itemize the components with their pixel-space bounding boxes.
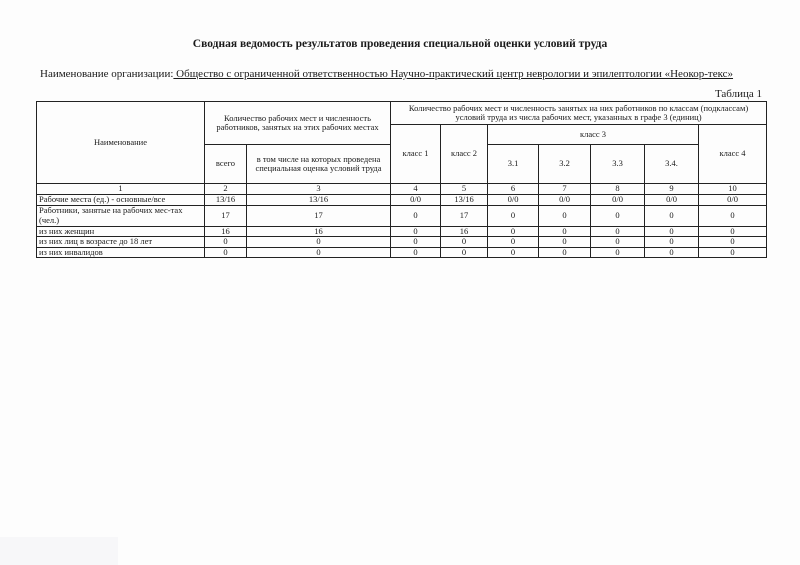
table-cell: 0: [699, 205, 767, 226]
scan-smudge: [0, 537, 118, 565]
column-number: 5: [441, 184, 488, 195]
table-cell: 13/16: [205, 194, 247, 205]
table-cell: 0: [205, 237, 247, 248]
column-number: 8: [591, 184, 645, 195]
column-number: 2: [205, 184, 247, 195]
table-cell: 0: [488, 247, 539, 258]
row-label: Работники, занятые на рабочих мес-тах (чел.): [37, 205, 205, 226]
table-cell: 0/0: [539, 194, 591, 205]
table-cell: 0: [539, 247, 591, 258]
table-cell: 0: [488, 237, 539, 248]
header-class3: класс 3: [488, 125, 699, 145]
table-cell: 0: [247, 247, 391, 258]
organization-name: Общество с ограниченной ответственностью Научно-практический центр неврологии и эпилептологии «Неокор-текс»: [173, 68, 734, 80]
table-cell: 0: [391, 247, 441, 258]
organization-line: [40, 68, 760, 81]
header-class3-3: 3.3: [591, 145, 645, 184]
table-cell: 0: [441, 247, 488, 258]
table-cell: 0: [391, 237, 441, 248]
table-cell: 0/0: [699, 194, 767, 205]
table-cell: 0: [645, 237, 699, 248]
table-cell: 0: [591, 226, 645, 237]
table-cell: 0: [488, 205, 539, 226]
table-cell: 0: [391, 226, 441, 237]
column-number: 9: [645, 184, 699, 195]
table-cell: 16: [441, 226, 488, 237]
table-row: [37, 247, 767, 258]
table-cell: 0: [699, 237, 767, 248]
table-cell: 0: [591, 205, 645, 226]
header-classes-group: Количество рабочих мест и численность занятых на них работников по классам (подклассам) условий труда из числа рабочих мест, указанных в графе 3 (единиц): [391, 102, 767, 125]
table-cell: 0: [539, 205, 591, 226]
column-number: 10: [699, 184, 767, 195]
column-number: 1: [37, 184, 205, 195]
header-class3-2: 3.2: [539, 145, 591, 184]
table-cell: 0/0: [488, 194, 539, 205]
table-cell: 0: [247, 237, 391, 248]
table-cell: 0/0: [391, 194, 441, 205]
table-row: [37, 205, 767, 226]
table-cell: 0: [645, 226, 699, 237]
table-cell: 16: [247, 226, 391, 237]
column-numbers-row: [37, 184, 767, 195]
table-cell: 0: [699, 226, 767, 237]
header-name: Наименование: [37, 102, 205, 184]
table-cell: 13/16: [441, 194, 488, 205]
header-class1: класс 1: [391, 125, 441, 184]
row-label: из них женщин: [37, 226, 205, 237]
header-class4: класс 4: [699, 125, 767, 184]
table-cell: 0: [539, 237, 591, 248]
column-number: 6: [488, 184, 539, 195]
table-cell: 0: [645, 205, 699, 226]
table-cell: 0/0: [591, 194, 645, 205]
table-cell: 0: [441, 237, 488, 248]
table-cell: 17: [205, 205, 247, 226]
header-class2: класс 2: [441, 125, 488, 184]
table-cell: 0: [645, 247, 699, 258]
table-row: [37, 226, 767, 237]
document-title: Сводная ведомость результатов проведения специальной оценки условий труда: [192, 38, 608, 50]
table-cell: 0: [591, 237, 645, 248]
table-cell: 0: [539, 226, 591, 237]
row-label: из них лиц в возрасте до 18 лет: [37, 237, 205, 248]
column-number: 7: [539, 184, 591, 195]
table-cell: 0: [591, 247, 645, 258]
table-cell: 0: [205, 247, 247, 258]
table-row: [37, 194, 767, 205]
row-label: Рабочие места (ед.) - основные/все: [37, 194, 205, 205]
table-cell: 0: [488, 226, 539, 237]
results-table: [36, 101, 767, 258]
header-class3-4: 3.4.: [645, 145, 699, 184]
table-cell: 17: [247, 205, 391, 226]
table-row: [37, 237, 767, 248]
header-assessed: в том числе на которых проведена специальная оценка условий труда: [247, 145, 391, 184]
header-workplaces-group: Количество рабочих мест и численность работников, занятых на этих рабочих местах: [205, 102, 391, 145]
table-cell: 0: [699, 247, 767, 258]
table-cell: 16: [205, 226, 247, 237]
organization-label: Наименование организации:: [40, 68, 174, 80]
table-cell: 0/0: [645, 194, 699, 205]
header-class3-1: 3.1: [488, 145, 539, 184]
column-number: 3: [247, 184, 391, 195]
header-total: всего: [205, 145, 247, 184]
table-cell: 13/16: [247, 194, 391, 205]
table-cell: 17: [441, 205, 488, 226]
table-number: Таблица 1: [714, 88, 762, 100]
row-label: из них инвалидов: [37, 247, 205, 258]
table-cell: 0: [391, 205, 441, 226]
column-number: 4: [391, 184, 441, 195]
